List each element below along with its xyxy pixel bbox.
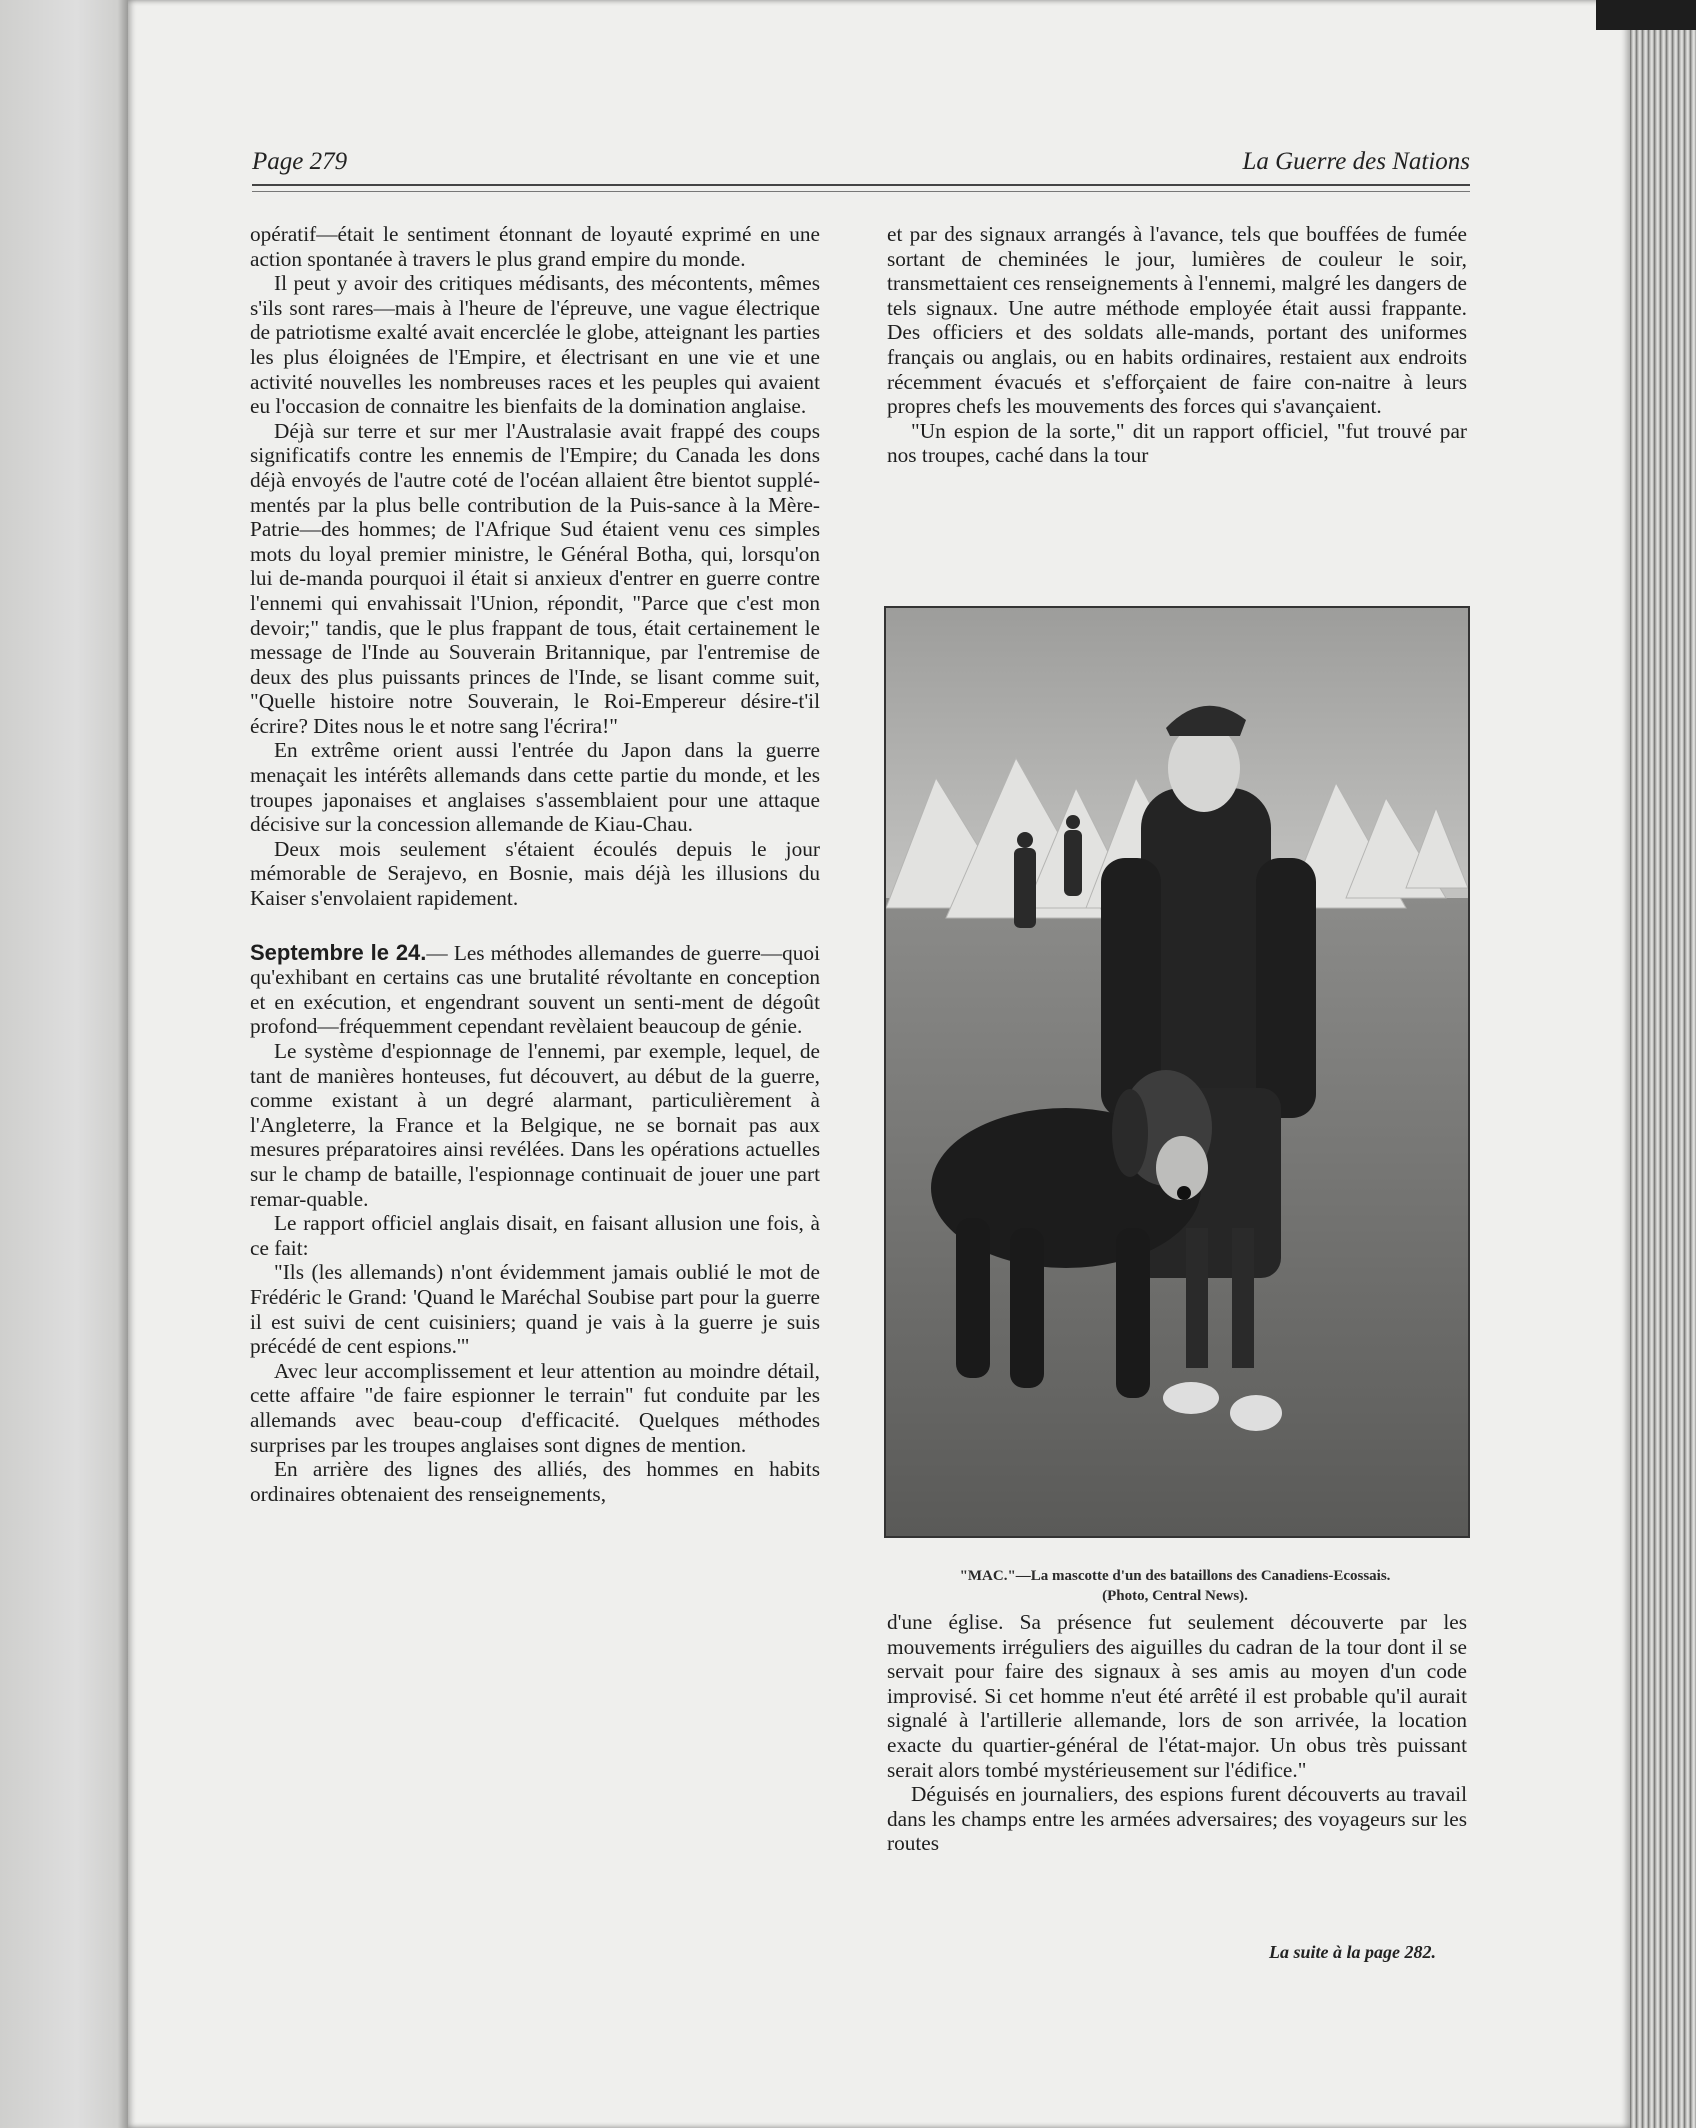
continuation-note: La suite à la page 282. — [1269, 1942, 1436, 1962]
book-gutter — [0, 0, 128, 2128]
paragraph: En extrême orient aussi l'entrée du Japon dans la guerre menaçait les intérêts allemands dans cette partie du monde, et les troupes japonaises et anglaises s'assemblaient pour une attaque décisive sur la concession allemande de Kiau-Chau. — [250, 738, 820, 837]
paragraph: opératif—était le sentiment étonnant de loyauté exprimé en une action spontanée à travers le plus grand empire du monde. — [250, 222, 820, 271]
section-dash: — — [426, 940, 454, 965]
caption-line: "MAC."—La mascotte d'un des bataillons des Canadiens-Ecossais. — [959, 1568, 1391, 1584]
right-column-top — [887, 222, 1467, 468]
paragraph: Il peut y avoir des critiques médisants, des mécontents, mêmes s'ils sont rares—mais à l'heure de l'épreuve, une vague électrique de patriotisme exalté avait encerclée le globe, atteignant les parties les plus éloignées de l'Empire, et électrisant en une vie et une activité nouvelles les nombreuses races et les peuples qui avaient eu l'occasion de connaitre les bienfaits de la domination anglaise. — [250, 271, 820, 419]
paragraph: et par des signaux arrangés à l'avance, tels que bouffées de fumée sortant de cheminées le jour, lumières de couleur le soir, transmettaient ces renseignements à l'ennemi, malgré les dangers de tels signaux. Une autre méthode employée était aussi frappante. Des officiers et des soldats alle-mands, portant des uniformes français ou anglais, ou en habits ordinaires, restaient aux endroits récemment évacués et s'efforçaient de faire con-naitre à leurs propres chefs les mouvements des forces qui s'avançaient. — [887, 222, 1467, 419]
left-column — [250, 222, 820, 1506]
paragraph: Le rapport officiel anglais disait, en faisant allusion une fois, à ce fait: — [250, 1211, 820, 1260]
publication-title: La Guerre des Nations — [1242, 148, 1470, 175]
paragraph: "Un espion de la sorte," dit un rapport officiel, "fut trouvé par nos troupes, caché dans la tour — [887, 418, 1467, 468]
paragraph: d'une église. Sa présence fut seulement découverte par les mouvements irréguliers des aiguilles du cadran de la tour dont il se servait pour faire des signaux à ses amis au moyen d'un code improvisé. Si cet homme n'eut été arrêté il est probable qu'il aurait signalé à l'artillerie allemande, lors de son arrivée, la location exacte du quartier-général de l'état-major. Un obus très puissant serait alors tombé mystérieusement sur l'édifice." — [887, 1610, 1467, 1782]
page-edges — [1630, 0, 1696, 2128]
photo-caption — [884, 1566, 1466, 1606]
right-column-bottom — [887, 1610, 1467, 1856]
section-date: Septembre le 24. — [250, 939, 427, 965]
page-number: Page 279 — [252, 148, 348, 175]
section-text: Les méthodes allemandes de guerre—quoi qu'exhibant en certains cas une brutalité révoltante en conception et en exécution, et engendrant souvent un senti-ment de dégoût profond—fréquemment cependant revèlaient beaucoup de génie. — [250, 940, 821, 1039]
paragraph: En arrière des lignes des alliés, des hommes en habits ordinaires obtenaient des renseignements, — [250, 1457, 820, 1506]
paragraph: Deux mois seulement s'étaient écoulés depuis le jour mémorable de Serajevo, en Bosnie, mais déjà les illusions du Kaiser s'envolaient rapidement. — [250, 836, 820, 911]
paragraph: Le système d'espionnage de l'ennemi, par exemple, lequel, de tant de manières honteuses, fut découvert, au début de la guerre, comme existant à un degré alarmant, particulièrement à l'Angleterre, la France et la Belgique, ne se bornait pas aux mesures préparatoires ainsi revélées. Dans les opérations actuelles sur le champ de bataille, l'espionnage continuait de jouer une part remar-quable. — [250, 1039, 820, 1211]
photo-illustration — [886, 608, 1468, 1536]
quote-paragraph: "Ils (les allemands) n'ont évidemment jamais oublié le mot de Frédéric le Grand: 'Quand le Maréchal Soubise part pour la guerre il est suivi de cent cuisiniers; quand je vais à la guerre je suis précédé de cent espions.'" — [250, 1260, 820, 1359]
paragraph: Avec leur accomplissement et leur attention au moindre détail, cette affaire "de faire espionner le terrain" fut conduite par les allemands avec beau-coup d'efficacité. Quelques méthodes surprises par les troupes anglaises sont dignes de mention. — [250, 1358, 820, 1457]
paragraph: Déguisés en journaliers, des espions furent découverts au travail dans les champs entre les armées adversaires; des voyageurs sur les routes — [887, 1782, 1467, 1856]
caption-credit: (Photo, Central News). — [1102, 1588, 1248, 1604]
section-paragraph — [250, 941, 820, 1039]
page-edges-shadow — [1596, 0, 1696, 30]
mascot-photo — [884, 606, 1470, 1538]
paragraph: Déjà sur terre et sur mer l'Australasie avait frappé des coups significatifs contre les ennemis de l'Empire; du Canada les dons déjà envoyés de l'autre coté de l'océan allaient être bientot supplé-mentés par la plus belle contribution de la Puis-sance à la Mère-Patrie—des hommes; de l'Afrique Sud étaient venu ces simples mots du loyal premier ministre, le Général Botha, qui, lorsqu'on lui de-manda pourquoi il était si anxieux d'entrer en guerre contre l'ennemi qui envahissait l'Union, répondit, "Parce que c'est mon devoir;" tandis, que le plus frappant de tous, était certainement le message de l'Inde au Souverain Britannique, par l'entremise de deux des plus puissants princes de l'Inde, se lisant comme suit, "Quelle histoire notre Souverain, le Roi-Empereur désire-t'il écrire? Dites nous le et notre sang l'écrira!" — [250, 418, 820, 738]
header-rule — [252, 184, 1470, 192]
running-head — [252, 148, 1470, 184]
